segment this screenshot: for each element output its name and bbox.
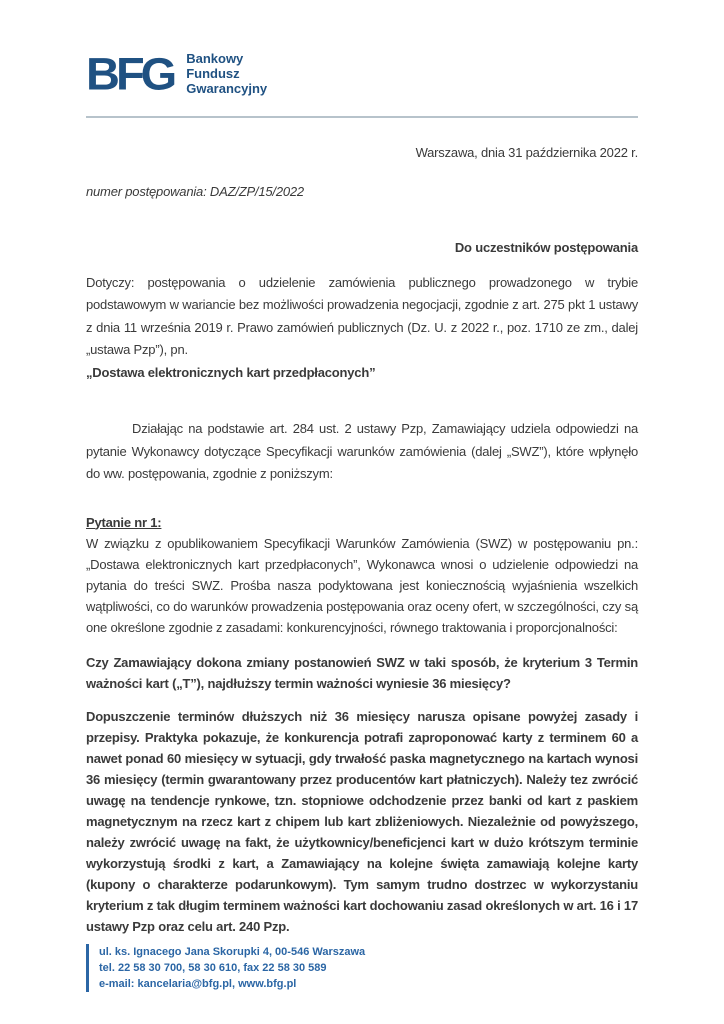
logo-word-line: Fundusz bbox=[186, 65, 240, 81]
question-1-justification: Dopuszczenie terminów dłuższych niż 36 miesięcy narusza opisane powyżej zasady i przepisy. Praktyka pokazuje, że konkurencja potrafi zaproponować karty z terminem 60 a nawet ponad 60 miesięcy w sytuacji, gdy trwałość paska magnetycznego na kartach wynosi 36 miesięcy (termin gwarantowany przez producentów kart płatniczych). Należy tez zwrócić uwagę na tendencje rynkowe, tzn. stopniowe odchodzenie przez banki od kart z paskiem magnetycznym na rzecz kart z chipem lub kart zbliżeniowych. Niezależnie od powyższego, należy zwrócić uwagę na fakt, że użytkownicy/beneficjenci kart w dużo krótszym terminie wykorzystują środki z kart, a Zamawiający na kolejne święta zamawiają kolejne karty (kupony o charakterze podarunkowym). Tym samym trudno dostrzec w wykorzystaniu kryterium z tak długim terminem ważności kart dochowaniu zasad określonych w art. 16 i 17 ustawy Pzp oraz celu art. 240 Pzp. bbox=[86, 708, 638, 934]
footer-email-web: e-mail: kancelaria@bfg.pl, www.bfg.pl bbox=[99, 978, 297, 990]
case-number: numer postępowania: DAZ/ZP/15/2022 bbox=[86, 183, 304, 199]
bfg-logo-wordmark bbox=[186, 51, 267, 96]
bfg-logo-acronym: BFG bbox=[86, 47, 174, 99]
question-1-text: Czy Zamawiający dokona zmiany postanowień SWZ w taki sposób, że kryterium 3 Termin ważności kart („T”), najdłuższy termin ważności wyniesie 36 miesięcy? bbox=[86, 654, 638, 691]
footer-address: ul. ks. Ignacego Jana Skorupki 4, 00-546 Warszawa bbox=[99, 946, 366, 958]
letter-content bbox=[86, 44, 638, 937]
logo-word-line: Gwarancyjny bbox=[186, 80, 268, 96]
question-1-section bbox=[86, 512, 638, 937]
question-1-intro: W związku z opublikowaniem Specyfikacji Warunków Zamówienia (SWZ) w postępowaniu pn.: „Dostawa elektronicznych kart przedpłaconych”, Wykonawca wnosi o udzielenie odpowiedzi na pytania do treści SWZ. Prośba nasza podyktowana jest koniecznością wyjaśnienia wszelkich wątpliwości, co do warunków prowadzenia postępowania oraz oceny ofert, w szczególności, czy są one określone zgodnie z zasadami: konkurencyjności, równego traktowania i proporcjonalności: bbox=[86, 535, 638, 635]
addressee-line: Do uczestników postępowania bbox=[454, 240, 638, 255]
place-and-date: Warszawa, dnia 31 października 2022 r. bbox=[415, 145, 638, 160]
footer-phone: tel. 22 58 30 700, 58 30 610, fax 22 58 30 589 bbox=[99, 962, 327, 974]
intro-paragraph: Działając na podstawie art. 284 ust. 2 ustawy Pzp, Zamawiający udziela odpowiedzi na pytanie Wykonawcy dotyczące Specyfikacji warunków zamówienia (dalej „SWZ”), które wpłynęło do ww. postępowania, zgodnie z poniższym: bbox=[86, 421, 638, 481]
logo-word-line: Bankowy bbox=[186, 50, 244, 66]
subject-text: Dotyczy: postępowania o udzielenie zamówienia publicznego prowadzonego w trybie podstawowym w wariancie bez możliwości prowadzenia negocjacji, zgodnie z art. 275 pkt 1 ustawy z dnia 11 września 2019 r. Prawo zamówień publicznych (Dz. U. z 2022 r., poz. 1710 ze zm., dalej „ustawa Pzp”), pn. bbox=[86, 274, 638, 357]
subject-paragraph bbox=[86, 272, 638, 385]
bfg-logo bbox=[86, 44, 638, 102]
question-1-heading: Pytanie nr 1: bbox=[86, 514, 162, 530]
header-divider bbox=[86, 116, 638, 118]
letterhead-footer bbox=[86, 944, 365, 992]
procurement-title: „Dostawa elektronicznych kart przedpłaconych” bbox=[86, 364, 376, 380]
